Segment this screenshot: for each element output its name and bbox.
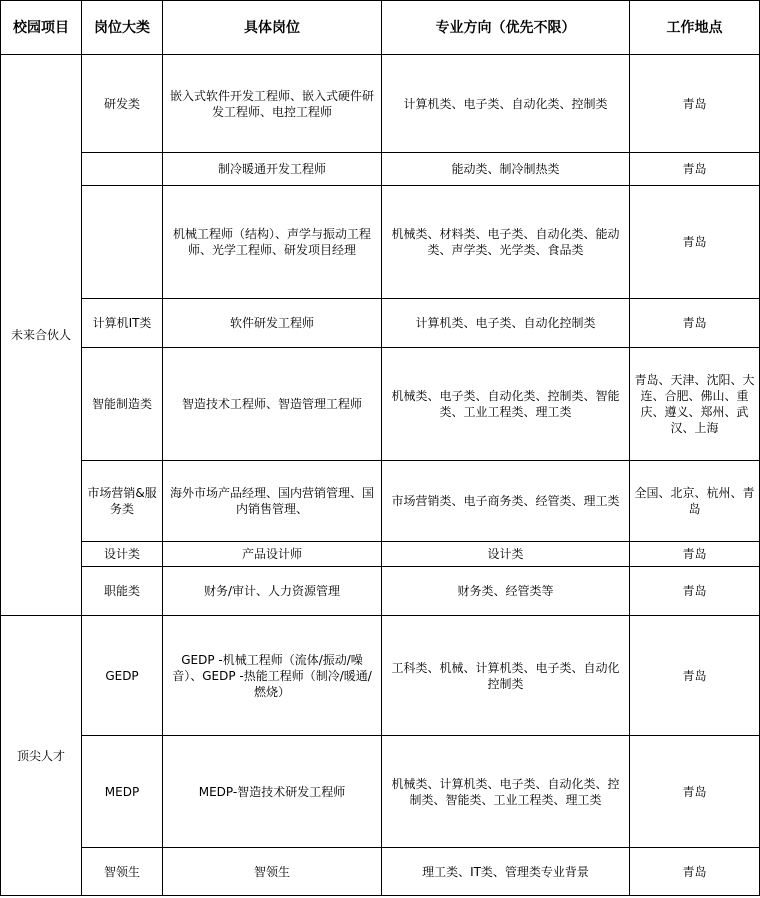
table-row xyxy=(1,55,760,153)
table-row xyxy=(1,542,760,567)
program-cell: 未来合伙人 xyxy=(1,55,82,616)
category-cell: 智领生 xyxy=(82,848,163,896)
program-cell: 顶尖人才 xyxy=(1,616,82,896)
major-cell: 财务类、经管类等 xyxy=(382,567,630,616)
major-cell: 机械类、电子类、自动化类、控制类、智能类、工业工程类、理工类 xyxy=(382,348,630,461)
header-position: 具体岗位 xyxy=(163,1,382,55)
header-location: 工作地点 xyxy=(630,1,760,55)
location-cell: 青岛 xyxy=(630,55,760,153)
position-cell: MEDP-智造技术研发工程师 xyxy=(163,736,382,848)
position-cell: 软件研发工程师 xyxy=(163,299,382,348)
location-cell: 青岛 xyxy=(630,186,760,299)
category-cell: MEDP xyxy=(82,736,163,848)
header-category: 岗位大类 xyxy=(82,1,163,55)
position-cell: 智领生 xyxy=(163,848,382,896)
category-cell: 计算机IT类 xyxy=(82,299,163,348)
table-row xyxy=(1,848,760,896)
major-cell: 设计类 xyxy=(382,542,630,567)
location-cell: 青岛 xyxy=(630,616,760,736)
major-cell: 理工类、IT类、管理类专业背景 xyxy=(382,848,630,896)
major-cell: 机械类、材料类、电子类、自动化类、能动类、声学类、光学类、食品类 xyxy=(382,186,630,299)
position-cell: 智造技术工程师、智造管理工程师 xyxy=(163,348,382,461)
category-cell xyxy=(82,153,163,186)
table-row xyxy=(1,186,760,299)
table-row xyxy=(1,299,760,348)
location-cell: 青岛 xyxy=(630,542,760,567)
category-cell: GEDP xyxy=(82,616,163,736)
category-cell xyxy=(82,186,163,299)
major-cell: 计算机类、电子类、自动化类、控制类 xyxy=(382,55,630,153)
category-cell: 智能制造类 xyxy=(82,348,163,461)
major-cell: 工科类、机械、计算机类、电子类、自动化控制类 xyxy=(382,616,630,736)
location-cell: 青岛 xyxy=(630,567,760,616)
position-cell: 海外市场产品经理、国内营销管理、国内销售管理、 xyxy=(163,461,382,542)
location-cell: 青岛 xyxy=(630,299,760,348)
position-cell: 财务/审计、人力资源管理 xyxy=(163,567,382,616)
position-cell: 制冷暖通开发工程师 xyxy=(163,153,382,186)
major-cell: 机械类、计算机类、电子类、自动化类、控制类、智能类、工业工程类、理工类 xyxy=(382,736,630,848)
location-cell: 青岛 xyxy=(630,736,760,848)
location-cell: 全国、北京、杭州、青岛 xyxy=(630,461,760,542)
location-cell: 青岛 xyxy=(630,153,760,186)
category-cell: 职能类 xyxy=(82,567,163,616)
major-cell: 能动类、制冷制热类 xyxy=(382,153,630,186)
position-cell: GEDP -机械工程师（流体/振动/噪音）、GEDP -热能工程师（制冷/暖通/燃烧） xyxy=(163,616,382,736)
location-cell: 青岛 xyxy=(630,848,760,896)
category-cell: 设计类 xyxy=(82,542,163,567)
location-cell: 青岛、天津、沈阳、大连、合肥、佛山、重庆、遵义、郑州、武汉、上海 xyxy=(630,348,760,461)
table-row xyxy=(1,736,760,848)
table-row xyxy=(1,567,760,616)
major-cell: 市场营销类、电子商务类、经管类、理工类 xyxy=(382,461,630,542)
header-program: 校园项目 xyxy=(1,1,82,55)
position-cell: 产品设计师 xyxy=(163,542,382,567)
table-row xyxy=(1,153,760,186)
category-cell: 研发类 xyxy=(82,55,163,153)
category-cell: 市场营销&服务类 xyxy=(82,461,163,542)
position-cell: 机械工程师（结构）、声学与振动工程师、光学工程师、研发项目经理 xyxy=(163,186,382,299)
position-cell: 嵌入式软件开发工程师、嵌入式硬件研发工程师、电控工程师 xyxy=(163,55,382,153)
table-row xyxy=(1,461,760,542)
header-major: 专业方向（优先不限） xyxy=(382,1,630,55)
major-cell: 计算机类、电子类、自动化控制类 xyxy=(382,299,630,348)
table-row xyxy=(1,348,760,461)
table-row xyxy=(1,616,760,736)
header-row xyxy=(1,1,760,55)
